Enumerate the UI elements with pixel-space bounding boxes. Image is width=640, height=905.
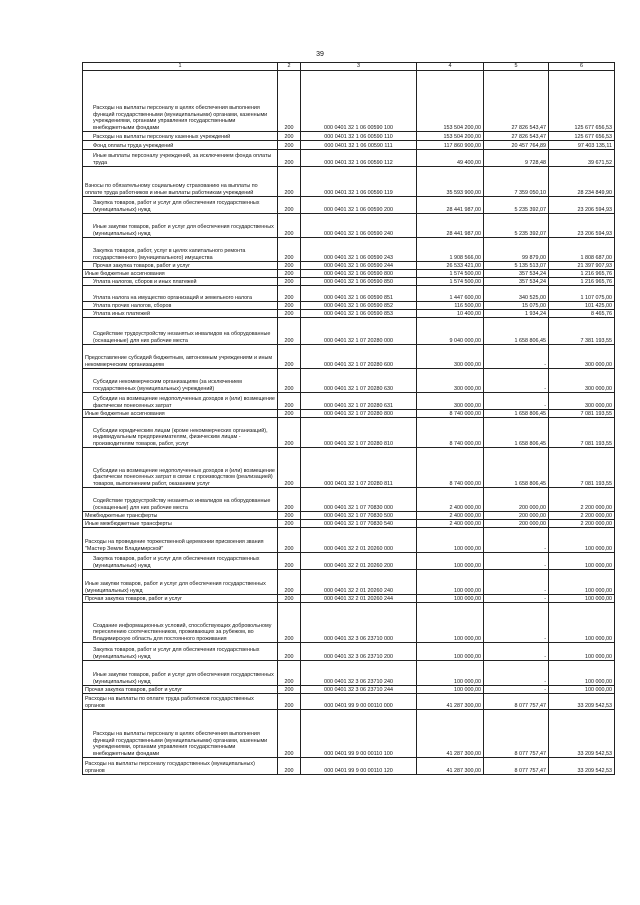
cell-code: 200 — [278, 369, 301, 393]
cell-fact: 1 658 806,45 — [484, 318, 549, 345]
cell-plan: 2 400 000,00 — [417, 520, 484, 528]
cell-fact: 27 826 543,47 — [484, 71, 549, 132]
cell-rest: 7 081 193,55 — [549, 418, 615, 448]
cell-fact: 5 235 392,07 — [484, 197, 549, 214]
cell-name: Иные бюджетные ассигнования — [83, 270, 278, 278]
cell-name — [83, 553, 278, 570]
cell-fact: - — [484, 369, 549, 393]
cell-name — [83, 141, 278, 150]
table-row — [83, 278, 615, 286]
cell-plan: 117 860 900,00 — [417, 141, 484, 150]
cell-rest: 21 397 907,93 — [549, 262, 615, 270]
cell-name — [83, 369, 278, 393]
table-row — [83, 132, 615, 141]
cell-name — [83, 488, 278, 512]
row-name-text: Иные закупки товаров, работ и услуг для обеспечения государственных (муниципальных) нужд — [93, 672, 274, 685]
cell-kbk: 000 0401 32 1 06 00590 240 — [301, 214, 417, 238]
cell-name — [83, 418, 278, 448]
row-name-text: Уплата налогов, сборов и иных платежей — [93, 278, 197, 285]
cell-name: Иные межбюджетные трансферты — [83, 520, 278, 528]
cell-fact: 357 534,24 — [484, 270, 549, 278]
cell-plan: 100 000,00 — [417, 661, 484, 686]
cell-rest: 100 000,00 — [549, 595, 615, 603]
cell-plan: 1 908 566,00 — [417, 238, 484, 262]
cell-fact: 1 934,24 — [484, 310, 549, 318]
cell-kbk: 000 0401 32 2 01 20260 200 — [301, 553, 417, 570]
row-name-text: Расходы на выплаты персоналу казенных учреждений — [93, 133, 231, 140]
cell-fact: - — [484, 345, 549, 369]
row-name-text: Субсидии юридическим лицам (кроме некоммерческих организаций), индивидуальным предпринимателям, физическим лицам - производителям товаров, работ, услуг — [93, 427, 268, 447]
cell-fact: 8 077 757,47 — [484, 710, 549, 758]
column-header: 3 — [301, 63, 417, 71]
cell-plan: 10 400,00 — [417, 310, 484, 318]
cell-fact: 340 525,00 — [484, 286, 549, 302]
cell-fact: 200 000,00 — [484, 488, 549, 512]
cell-code: 200 — [278, 710, 301, 758]
cell-code: 200 — [278, 262, 301, 270]
cell-fact: - — [484, 570, 549, 595]
column-header: 2 — [278, 63, 301, 71]
cell-fact: 5 235 392,07 — [484, 214, 549, 238]
cell-plan: 100 000,00 — [417, 686, 484, 694]
cell-code: 200 — [278, 214, 301, 238]
cell-rest: 101 425,00 — [549, 302, 615, 310]
cell-name — [83, 132, 278, 141]
cell-code: 200 — [278, 278, 301, 286]
cell-plan: 41 287 300,00 — [417, 694, 484, 710]
cell-plan: 2 400 000,00 — [417, 488, 484, 512]
cell-code: 200 — [278, 71, 301, 132]
cell-kbk: 000 0401 99 9 00 00110 000 — [301, 694, 417, 710]
cell-kbk: 000 0401 32 1 07 20280 631 — [301, 393, 417, 410]
cell-rest: 1 216 965,76 — [549, 278, 615, 286]
column-header: 1 — [83, 63, 278, 71]
cell-name — [83, 710, 278, 758]
cell-fact: 9 728,48 — [484, 150, 549, 167]
cell-name — [83, 661, 278, 686]
cell-code: 200 — [278, 150, 301, 167]
cell-kbk: 000 0401 99 9 00 00110 100 — [301, 710, 417, 758]
cell-rest: 300 000,00 — [549, 345, 615, 369]
cell-plan: 153 504 200,00 — [417, 71, 484, 132]
cell-kbk: 000 0401 32 1 06 00590 110 — [301, 132, 417, 141]
cell-code: 200 — [278, 553, 301, 570]
cell-code: 200 — [278, 310, 301, 318]
cell-fact: - — [484, 603, 549, 643]
row-name-text: Субсидии некоммерческим организациям (за исключением государственных (муниципальных) учреждений) — [93, 379, 242, 392]
cell-rest: 33 209 542,53 — [549, 710, 615, 758]
cell-kbk: 000 0401 32 2 01 20260 000 — [301, 528, 417, 553]
cell-kbk: 000 0401 32 3 06 23710 200 — [301, 643, 417, 661]
table-row — [83, 393, 615, 410]
cell-kbk: 000 0401 32 1 06 00590 853 — [301, 310, 417, 318]
cell-name — [83, 603, 278, 643]
cell-code: 200 — [278, 520, 301, 528]
cell-name — [83, 238, 278, 262]
column-header: 5 — [484, 63, 549, 71]
cell-rest: 1 808 687,00 — [549, 238, 615, 262]
cell-code: 200 — [278, 318, 301, 345]
cell-fact: - — [484, 643, 549, 661]
cell-fact: 200 000,00 — [484, 512, 549, 520]
cell-rest: 100 000,00 — [549, 686, 615, 694]
cell-plan: 100 000,00 — [417, 528, 484, 553]
cell-plan: 8 740 000,00 — [417, 410, 484, 418]
table-row — [83, 262, 615, 270]
cell-plan: 8 740 000,00 — [417, 448, 484, 488]
cell-name — [83, 71, 278, 132]
cell-plan: 100 000,00 — [417, 603, 484, 643]
table-row — [83, 270, 615, 278]
cell-kbk: 000 0401 32 1 06 00590 100 — [301, 71, 417, 132]
cell-rest: 1 107 075,00 — [549, 286, 615, 302]
row-name-text: Субсидии на возмещение недополученных доходов и (или) возмещение фактически понесенных затрат — [93, 396, 275, 409]
cell-code: 200 — [278, 410, 301, 418]
table-row — [83, 214, 615, 238]
cell-code: 200 — [278, 418, 301, 448]
cell-fact: 99 879,00 — [484, 238, 549, 262]
cell-plan: 8 740 000,00 — [417, 418, 484, 448]
row-name-text: Закупка товаров, работ и услуг для обеспечения государственных (муниципальных) нужд — [93, 200, 260, 213]
cell-fact: 15 075,00 — [484, 302, 549, 310]
cell-name: Прочая закупка товаров, работ и услуг — [83, 686, 278, 694]
cell-kbk: 000 0401 32 1 06 00590 111 — [301, 141, 417, 150]
table-row — [83, 150, 615, 167]
table-row — [83, 758, 615, 775]
cell-name — [83, 448, 278, 488]
table-row — [83, 488, 615, 512]
cell-fact: 1 658 806,45 — [484, 410, 549, 418]
row-name-text: Иные выплаты персоналу учреждений, за исключением фонда оплаты труда — [93, 153, 272, 166]
cell-name — [83, 262, 278, 270]
cell-code: 200 — [278, 686, 301, 694]
row-name-text: Субсидии на возмещение недополученных доходов и (или) возмещение фактически понесенных затрат в связи с производством (реализацией) товаров, выполнением работ, оказанием услуг — [93, 467, 275, 487]
cell-rest: 300 000,00 — [549, 393, 615, 410]
cell-plan: 300 000,00 — [417, 369, 484, 393]
cell-plan: 41 287 300,00 — [417, 710, 484, 758]
cell-name: Иные бюджетные ассигнования — [83, 410, 278, 418]
cell-plan: 2 400 000,00 — [417, 512, 484, 520]
cell-kbk: 000 0401 32 1 07 70830 000 — [301, 488, 417, 512]
cell-kbk: 000 0401 32 1 06 00590 119 — [301, 167, 417, 197]
table-body — [83, 71, 615, 775]
cell-kbk: 000 0401 32 3 06 23710 240 — [301, 661, 417, 686]
cell-code: 200 — [278, 302, 301, 310]
cell-fact: 1 658 806,45 — [484, 418, 549, 448]
cell-plan: 9 040 000,00 — [417, 318, 484, 345]
cell-plan: 100 000,00 — [417, 643, 484, 661]
cell-rest: 100 000,00 — [549, 661, 615, 686]
cell-plan: 116 500,00 — [417, 302, 484, 310]
table-row — [83, 528, 615, 553]
table-row — [83, 310, 615, 318]
table-row — [83, 643, 615, 661]
cell-kbk: 000 0401 32 1 06 00590 244 — [301, 262, 417, 270]
budget-execution-table — [82, 62, 615, 775]
cell-kbk: 000 0401 32 1 07 20280 000 — [301, 318, 417, 345]
cell-plan: 100 000,00 — [417, 595, 484, 603]
row-name-text: Фонд оплаты труда учреждений — [93, 142, 174, 149]
cell-rest: 39 671,52 — [549, 150, 615, 167]
row-name-text: Создание информационных условий, способствующих добровольному переселению соотечественников, проживающих за рубежом, во Владимирскую область для постоянного проживания — [93, 622, 272, 642]
cell-code: 200 — [278, 570, 301, 595]
row-name-text: Уплата прочих налогов, сборов — [93, 302, 172, 309]
table-row — [83, 603, 615, 643]
table-row — [83, 418, 615, 448]
cell-rest: 33 209 542,53 — [549, 694, 615, 710]
table-row — [83, 595, 615, 603]
table-row — [83, 520, 615, 528]
cell-code: 200 — [278, 512, 301, 520]
cell-plan: 1 574 500,00 — [417, 278, 484, 286]
cell-plan: 35 593 900,00 — [417, 167, 484, 197]
table-row — [83, 553, 615, 570]
row-name-text: Прочая закупка товаров, работ и услуг — [93, 262, 191, 269]
cell-plan: 26 533 421,00 — [417, 262, 484, 270]
cell-plan: 100 000,00 — [417, 570, 484, 595]
column-header: 6 — [549, 63, 615, 71]
table-row — [83, 570, 615, 595]
cell-code: 200 — [278, 661, 301, 686]
cell-code: 200 — [278, 270, 301, 278]
cell-kbk: 000 0401 32 1 06 00590 200 — [301, 197, 417, 214]
cell-kbk: 000 0401 99 9 00 00110 120 — [301, 758, 417, 775]
cell-rest: 125 677 656,53 — [549, 71, 615, 132]
cell-rest: 33 209 542,53 — [549, 758, 615, 775]
cell-code: 200 — [278, 488, 301, 512]
cell-code: 200 — [278, 167, 301, 197]
cell-kbk: 000 0401 32 1 06 00590 112 — [301, 150, 417, 167]
cell-fact: 8 077 757,47 — [484, 694, 549, 710]
cell-kbk: 000 0401 32 1 07 70830 500 — [301, 512, 417, 520]
cell-rest: 28 234 849,90 — [549, 167, 615, 197]
cell-name: Иные закупки товаров, работ и услуг для обеспечения государственных (муниципальных) нужд — [83, 570, 278, 595]
cell-kbk: 000 0401 32 3 06 23710 000 — [301, 603, 417, 643]
row-name-text: Закупка товаров, работ, услуг в целях капитального ремонта государственного (муниципального) имущества — [93, 248, 246, 261]
cell-plan: 28 441 987,00 — [417, 197, 484, 214]
cell-name — [83, 318, 278, 345]
cell-fact: 20 457 764,89 — [484, 141, 549, 150]
cell-kbk: 000 0401 32 1 06 00590 243 — [301, 238, 417, 262]
cell-name — [83, 150, 278, 167]
cell-fact: 7 359 050,10 — [484, 167, 549, 197]
table-row — [83, 661, 615, 686]
cell-code: 200 — [278, 141, 301, 150]
cell-rest: 7 081 193,55 — [549, 410, 615, 418]
cell-fact: - — [484, 528, 549, 553]
cell-code: 200 — [278, 595, 301, 603]
cell-fact: 357 534,24 — [484, 278, 549, 286]
cell-code: 200 — [278, 603, 301, 643]
cell-code: 200 — [278, 132, 301, 141]
cell-kbk: 000 0401 32 1 07 20280 600 — [301, 345, 417, 369]
column-header: 4 — [417, 63, 484, 71]
cell-rest: 7 081 193,55 — [549, 448, 615, 488]
cell-name — [83, 278, 278, 286]
cell-fact: - — [484, 595, 549, 603]
cell-name — [83, 214, 278, 238]
cell-name: Расходы на проведение торжественной церемонии присвоения звания "Мастер Земли Владимирской" — [83, 528, 278, 553]
cell-kbk: 000 0401 32 1 07 20280 800 — [301, 410, 417, 418]
cell-rest: 23 206 594,93 — [549, 214, 615, 238]
cell-rest: 100 000,00 — [549, 553, 615, 570]
cell-code: 200 — [278, 448, 301, 488]
cell-rest: 100 000,00 — [549, 603, 615, 643]
row-name-text: Закупка товаров, работ и услуг для обеспечения государственных (муниципальных) нужд — [93, 647, 260, 660]
table-row — [83, 694, 615, 710]
table-row — [83, 71, 615, 132]
cell-rest: 97 403 135,11 — [549, 141, 615, 150]
row-name-text: Содействие трудоустройству незанятых инвалидов на оборудованные (оснащенные) для них рабочие места — [93, 331, 271, 344]
table-row — [83, 345, 615, 369]
table-row — [83, 686, 615, 694]
cell-plan: 41 287 300,00 — [417, 758, 484, 775]
cell-name — [83, 393, 278, 410]
table-row — [83, 512, 615, 520]
table-row — [83, 318, 615, 345]
cell-rest: 100 000,00 — [549, 570, 615, 595]
cell-kbk: 000 0401 32 3 06 23710 244 — [301, 686, 417, 694]
cell-fact: 1 658 806,45 — [484, 448, 549, 488]
cell-kbk: 000 0401 32 2 01 20260 240 — [301, 570, 417, 595]
cell-plan: 300 000,00 — [417, 345, 484, 369]
cell-name — [83, 310, 278, 318]
cell-code: 200 — [278, 758, 301, 775]
table-row — [83, 302, 615, 310]
cell-plan: 300 000,00 — [417, 393, 484, 410]
row-name-text: Расходы на выплаты персоналу в целях обеспечения выполнения функций государственными (муниципальными) органами, казенными учреждениями, органами управления государственными внебюджетными фондами — [93, 731, 268, 757]
cell-rest: 125 677 656,53 — [549, 132, 615, 141]
cell-kbk: 000 0401 32 1 06 00590 852 — [301, 302, 417, 310]
cell-name: Межбюджетные трансферты — [83, 512, 278, 520]
cell-fact: - — [484, 553, 549, 570]
row-name-text: Уплата иных платежей — [93, 310, 150, 317]
cell-rest: 2 200 000,00 — [549, 520, 615, 528]
cell-plan: 153 504 200,00 — [417, 132, 484, 141]
cell-plan: 28 441 987,00 — [417, 214, 484, 238]
cell-rest: 23 206 594,93 — [549, 197, 615, 214]
cell-code: 200 — [278, 393, 301, 410]
cell-fact: 8 077 757,47 — [484, 758, 549, 775]
cell-rest: 100 000,00 — [549, 643, 615, 661]
cell-kbk: 000 0401 32 1 06 00590 800 — [301, 270, 417, 278]
cell-code: 200 — [278, 286, 301, 302]
cell-kbk: 000 0401 32 1 07 70830 540 — [301, 520, 417, 528]
cell-fact: 27 826 543,47 — [484, 132, 549, 141]
cell-fact: - — [484, 686, 549, 694]
cell-plan: 1 447 600,00 — [417, 286, 484, 302]
cell-name — [83, 302, 278, 310]
table-row — [83, 238, 615, 262]
cell-fact: 5 135 513,07 — [484, 262, 549, 270]
cell-code: 200 — [278, 197, 301, 214]
cell-kbk: 000 0401 32 1 06 00590 851 — [301, 286, 417, 302]
cell-code: 200 — [278, 528, 301, 553]
cell-name — [83, 197, 278, 214]
table-header — [83, 63, 615, 71]
table-row — [83, 197, 615, 214]
cell-kbk: 000 0401 32 2 01 20260 244 — [301, 595, 417, 603]
cell-rest: 2 200 000,00 — [549, 488, 615, 512]
table-row — [83, 448, 615, 488]
row-name-text: Расходы на выплаты персоналу в целях обеспечения выполнения функций государственными (муниципальными) органами, казенными учреждениями, органами управления государственными внебюджетными фондами — [93, 105, 268, 131]
cell-code: 200 — [278, 345, 301, 369]
row-name-text: Уплата налога на имущество организаций и земельного налога — [93, 294, 252, 301]
cell-plan: 100 000,00 — [417, 553, 484, 570]
cell-name: Взносы по обязательному социальному страхованию на выплаты по оплате труда работников и иные выплаты работникам учреждений — [83, 167, 278, 197]
cell-kbk: 000 0401 32 1 07 20280 810 — [301, 418, 417, 448]
cell-kbk: 000 0401 32 1 07 20280 811 — [301, 448, 417, 488]
cell-rest: 7 381 193,55 — [549, 318, 615, 345]
cell-rest: 2 200 000,00 — [549, 512, 615, 520]
cell-name: Расходы на выплаты персоналу государственных (муниципальных) органов — [83, 758, 278, 775]
cell-plan: 1 574 500,00 — [417, 270, 484, 278]
cell-name — [83, 286, 278, 302]
cell-kbk: 000 0401 32 1 06 00590 850 — [301, 278, 417, 286]
cell-code: 200 — [278, 643, 301, 661]
table-row — [83, 286, 615, 302]
cell-code: 200 — [278, 694, 301, 710]
cell-kbk: 000 0401 32 1 07 20280 630 — [301, 369, 417, 393]
cell-fact: - — [484, 661, 549, 686]
cell-name: Предоставление субсидий бюджетным, автономным учреждениям и иным некоммерческим организациям — [83, 345, 278, 369]
table-row — [83, 141, 615, 150]
table-row — [83, 410, 615, 418]
page-number: 39 — [316, 51, 324, 58]
cell-fact: 200 000,00 — [484, 520, 549, 528]
row-name-text: Закупка товаров, работ и услуг для обеспечения государственных (муниципальных) нужд — [93, 556, 260, 569]
cell-code: 200 — [278, 238, 301, 262]
cell-fact: - — [484, 393, 549, 410]
cell-rest: 100 000,00 — [549, 528, 615, 553]
cell-rest: 300 000,00 — [549, 369, 615, 393]
cell-name: Прочая закупка товаров, работ и услуг — [83, 595, 278, 603]
cell-name — [83, 643, 278, 661]
table-row — [83, 167, 615, 197]
row-name-text: Иные закупки товаров, работ и услуг для обеспечения государственных (муниципальных) нужд — [93, 224, 274, 237]
cell-plan: 49 400,00 — [417, 150, 484, 167]
row-name-text: Содействие трудоустройству незанятых инвалидов на оборудованные (оснащенные) для них рабочие места — [93, 498, 271, 511]
cell-rest: 8 465,76 — [549, 310, 615, 318]
table-row — [83, 369, 615, 393]
cell-name: Расходы на выплаты по оплате труда работников государственных органов — [83, 694, 278, 710]
table-row — [83, 710, 615, 758]
cell-rest: 1 216 965,76 — [549, 270, 615, 278]
